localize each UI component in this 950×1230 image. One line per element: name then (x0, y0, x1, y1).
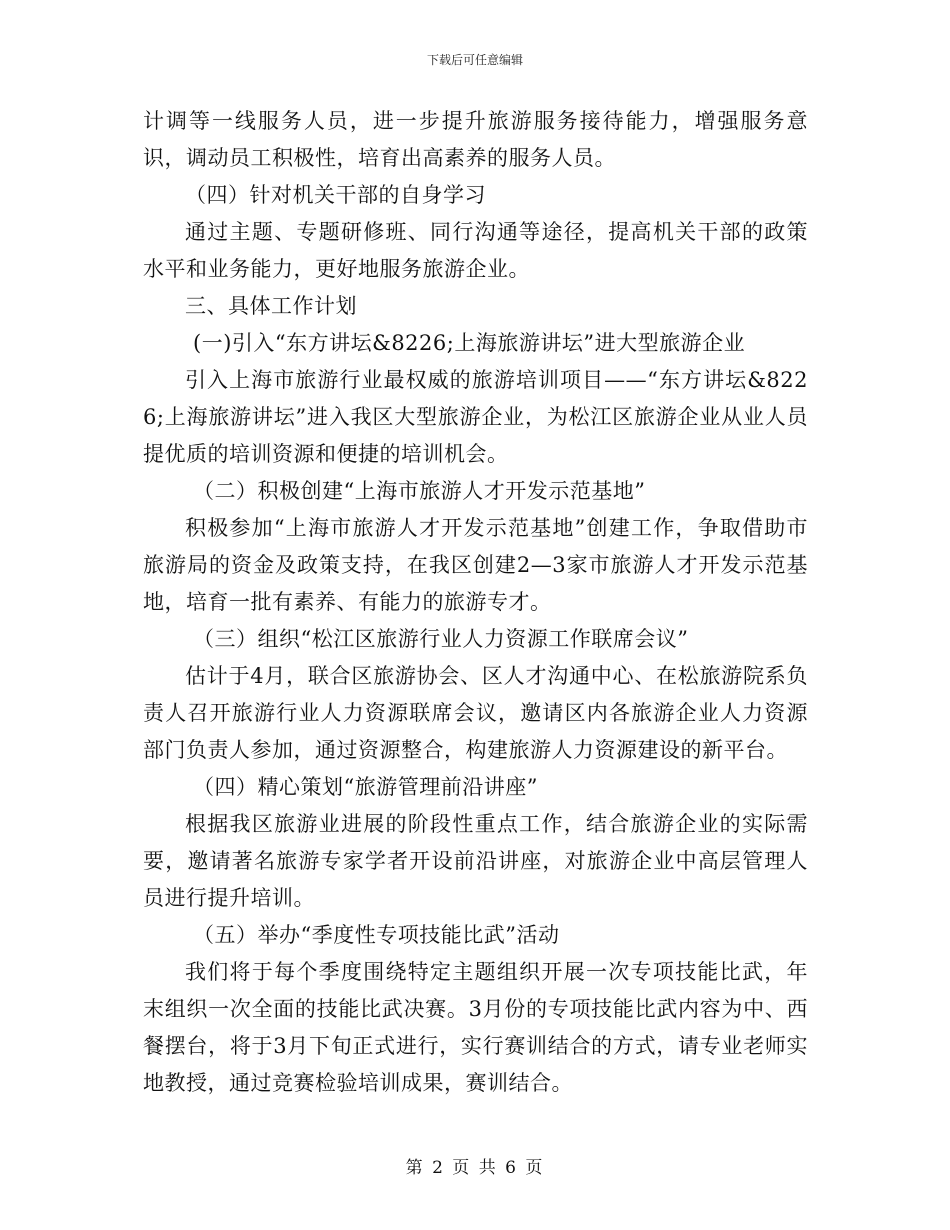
section-heading: （五）举办“季度性专项技能比武”活动 (193, 923, 560, 947)
page-header: 下载后可任意编辑 (426, 53, 523, 67)
section-heading: （二）积极创建“上海市旅游人才开发示范基地” (193, 479, 646, 503)
section-heading: (一)引入“东方讲坛&8226;上海旅游讲坛”进大型旅游企业 (193, 331, 746, 355)
page-footer: 第 2 页 共 6 页 (405, 1158, 545, 1178)
section-heading: 三、具体工作计划 (185, 294, 357, 318)
paragraph: 估计于4月，联合区旅游协会、区人才沟通中心、在松旅游院系负责人召开旅游行业人力资源联席会议，邀请区内各旅游企业人力资源部门负责人参加，通过资源整合，构建旅游人力资源建设的新平台。 (143, 664, 808, 762)
section-heading: （四）精心策划“旅游管理前沿讲座” (193, 775, 538, 799)
paragraph: 计调等一线服务人员，进一步提升旅游服务接待能力，增强服务意识，调动员工积极性，培育出高素养的服务人员。 (143, 109, 808, 170)
paragraph: 根据我区旅游业进展的阶段性重点工作，结合旅游企业的实际需要，邀请著名旅游专家学者开设前沿讲座，对旅游企业中高层管理人员进行提升培训。 (143, 812, 808, 910)
section-heading: （三）组织“松江区旅游行业人力资源工作联席会议” (193, 627, 689, 651)
document-body (143, 103, 808, 1102)
paragraph: 通过主题、专题研修班、同行沟通等途径，提高机关干部的政策水平和业务能力，更好地服务旅游企业。 (143, 220, 808, 281)
paragraph: 我们将于每个季度围绕特定主题组织开展一次专项技能比武，年末组织一次全面的技能比武决赛。3月份的专项技能比武内容为中、西餐摆台，将于3月下旬正式进行，实行赛训结合的方式，请专业老师实地教授，通过竞赛检验培训成果，赛训结合。 (143, 960, 808, 1095)
paragraph: 引入上海市旅游行业最权威的旅游培训项目——“东方讲坛&8226;上海旅游讲坛”进入我区大型旅游企业，为松江区旅游企业从业人员提优质的培训资源和便捷的培训机会。 (143, 368, 808, 466)
paragraph: 积极参加“上海市旅游人才开发示范基地”创建工作，争取借助市旅游局的资金及政策支持，在我区创建2—3家市旅游人才开发示范基地，培育一批有素养、有能力的旅游专才。 (143, 516, 808, 614)
section-heading: （四）针对机关干部的自身学习 (185, 183, 486, 207)
